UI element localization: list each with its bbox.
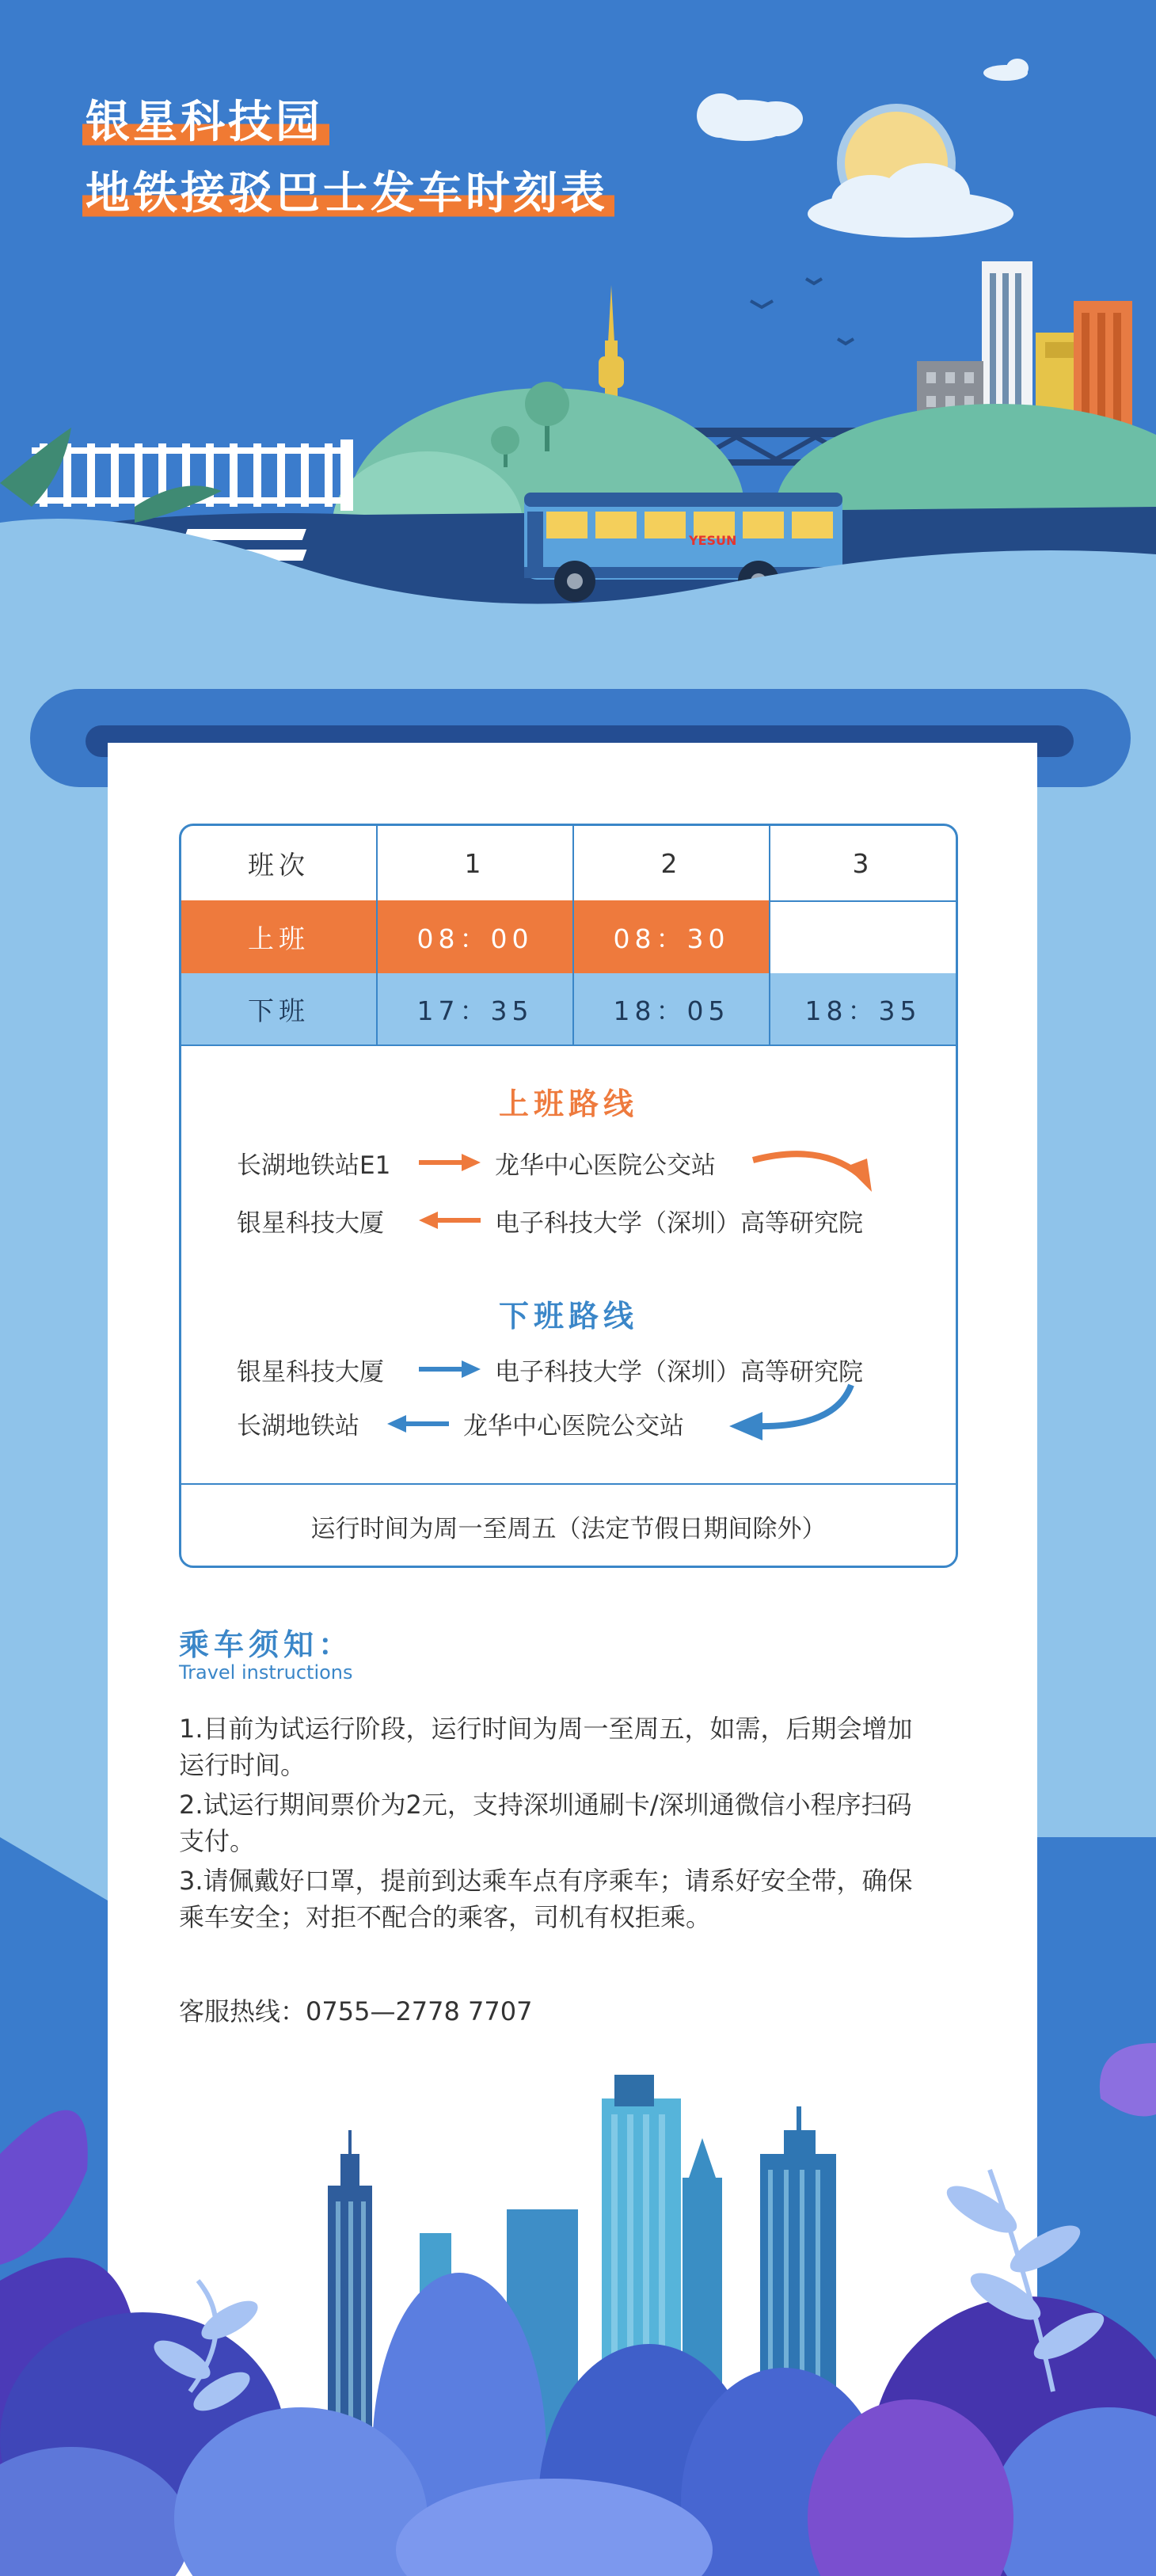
- time-cell: 18：35: [770, 973, 956, 1044]
- route-am-stop: 电子科技大学（深圳）高等研究院: [495, 1209, 863, 1238]
- header-cell-shift: 班次: [181, 826, 378, 900]
- timetable-row-evening: [181, 973, 956, 1046]
- row-label-morning: 上班: [181, 900, 378, 973]
- time-cell: [770, 900, 956, 973]
- header-cell-3: 3: [852, 847, 874, 879]
- timetable: [179, 824, 958, 1568]
- arrow-right-icon: [416, 1151, 484, 1174]
- notice-line: 2.试运行期间票价为2元，支持深圳通刷卡/深圳通微信小程序扫码: [179, 1790, 912, 1820]
- time-cell: 17：35: [378, 973, 574, 1044]
- notice-title: 乘车须知：: [179, 1627, 354, 1662]
- notice-line: 3.请佩戴好口罩，提前到达乘车点有序乘车；请系好安全带，确保: [179, 1866, 913, 1896]
- curved-arrow-icon: [748, 1143, 875, 1198]
- curved-arrow-icon: [724, 1380, 859, 1444]
- route-pm-title: 下班路线: [498, 1299, 638, 1334]
- route-pm-stop: 银星科技大厦: [237, 1358, 384, 1387]
- title-line-2: 地铁接驳巴士发车时刻表: [82, 158, 614, 222]
- notice-line: 1.目前为试运行阶段，运行时间为周一至周五，如需，后期会增加: [179, 1714, 913, 1744]
- route-am-title: 上班路线: [498, 1086, 638, 1121]
- operating-hours-note: 运行时间为周一至周五（法定节假日期间除外）: [181, 1483, 956, 1567]
- notice-subtitle: Travel instructions: [179, 1661, 353, 1684]
- time-cell: 08：30: [574, 900, 770, 973]
- timetable-row-morning: [181, 900, 956, 975]
- bus-brand-text: YESUN: [689, 533, 737, 548]
- hotline-text: 客服热线：0755—2778 7707: [179, 1996, 533, 2026]
- arrow-left-icon: [384, 1412, 452, 1436]
- time-cell: 08：00: [378, 900, 574, 973]
- route-am-stop: 银星科技大厦: [237, 1209, 384, 1238]
- title-line-1: 银星科技园: [82, 87, 329, 150]
- bottom-city-plants-illustration: [0, 1837, 1156, 2576]
- route-pm-stop: 长湖地铁站: [237, 1412, 359, 1440]
- route-am-stop: 长湖地铁站E1: [237, 1151, 391, 1180]
- notice-line: 运行时间。: [179, 1750, 306, 1780]
- header-cell-1: 1: [378, 826, 574, 900]
- header-cell-2: 2: [574, 826, 770, 900]
- notice-line: 支付。: [179, 1826, 256, 1856]
- route-pm-stop: 电子科技大学（深圳）高等研究院: [495, 1358, 863, 1387]
- notice-line: 乘车安全；对拒不配合的乘客，司机有权拒乘。: [179, 1902, 712, 1932]
- route-pm-stop: 龙华中心医院公交站: [463, 1412, 684, 1440]
- row-label-evening: 下班: [181, 973, 378, 1044]
- time-cell: 18：05: [574, 973, 770, 1044]
- route-am-stop: 龙华中心医院公交站: [495, 1151, 716, 1180]
- arrow-left-icon: [416, 1208, 484, 1232]
- arrow-right-icon: [416, 1357, 484, 1381]
- timetable-header-row: [181, 826, 956, 902]
